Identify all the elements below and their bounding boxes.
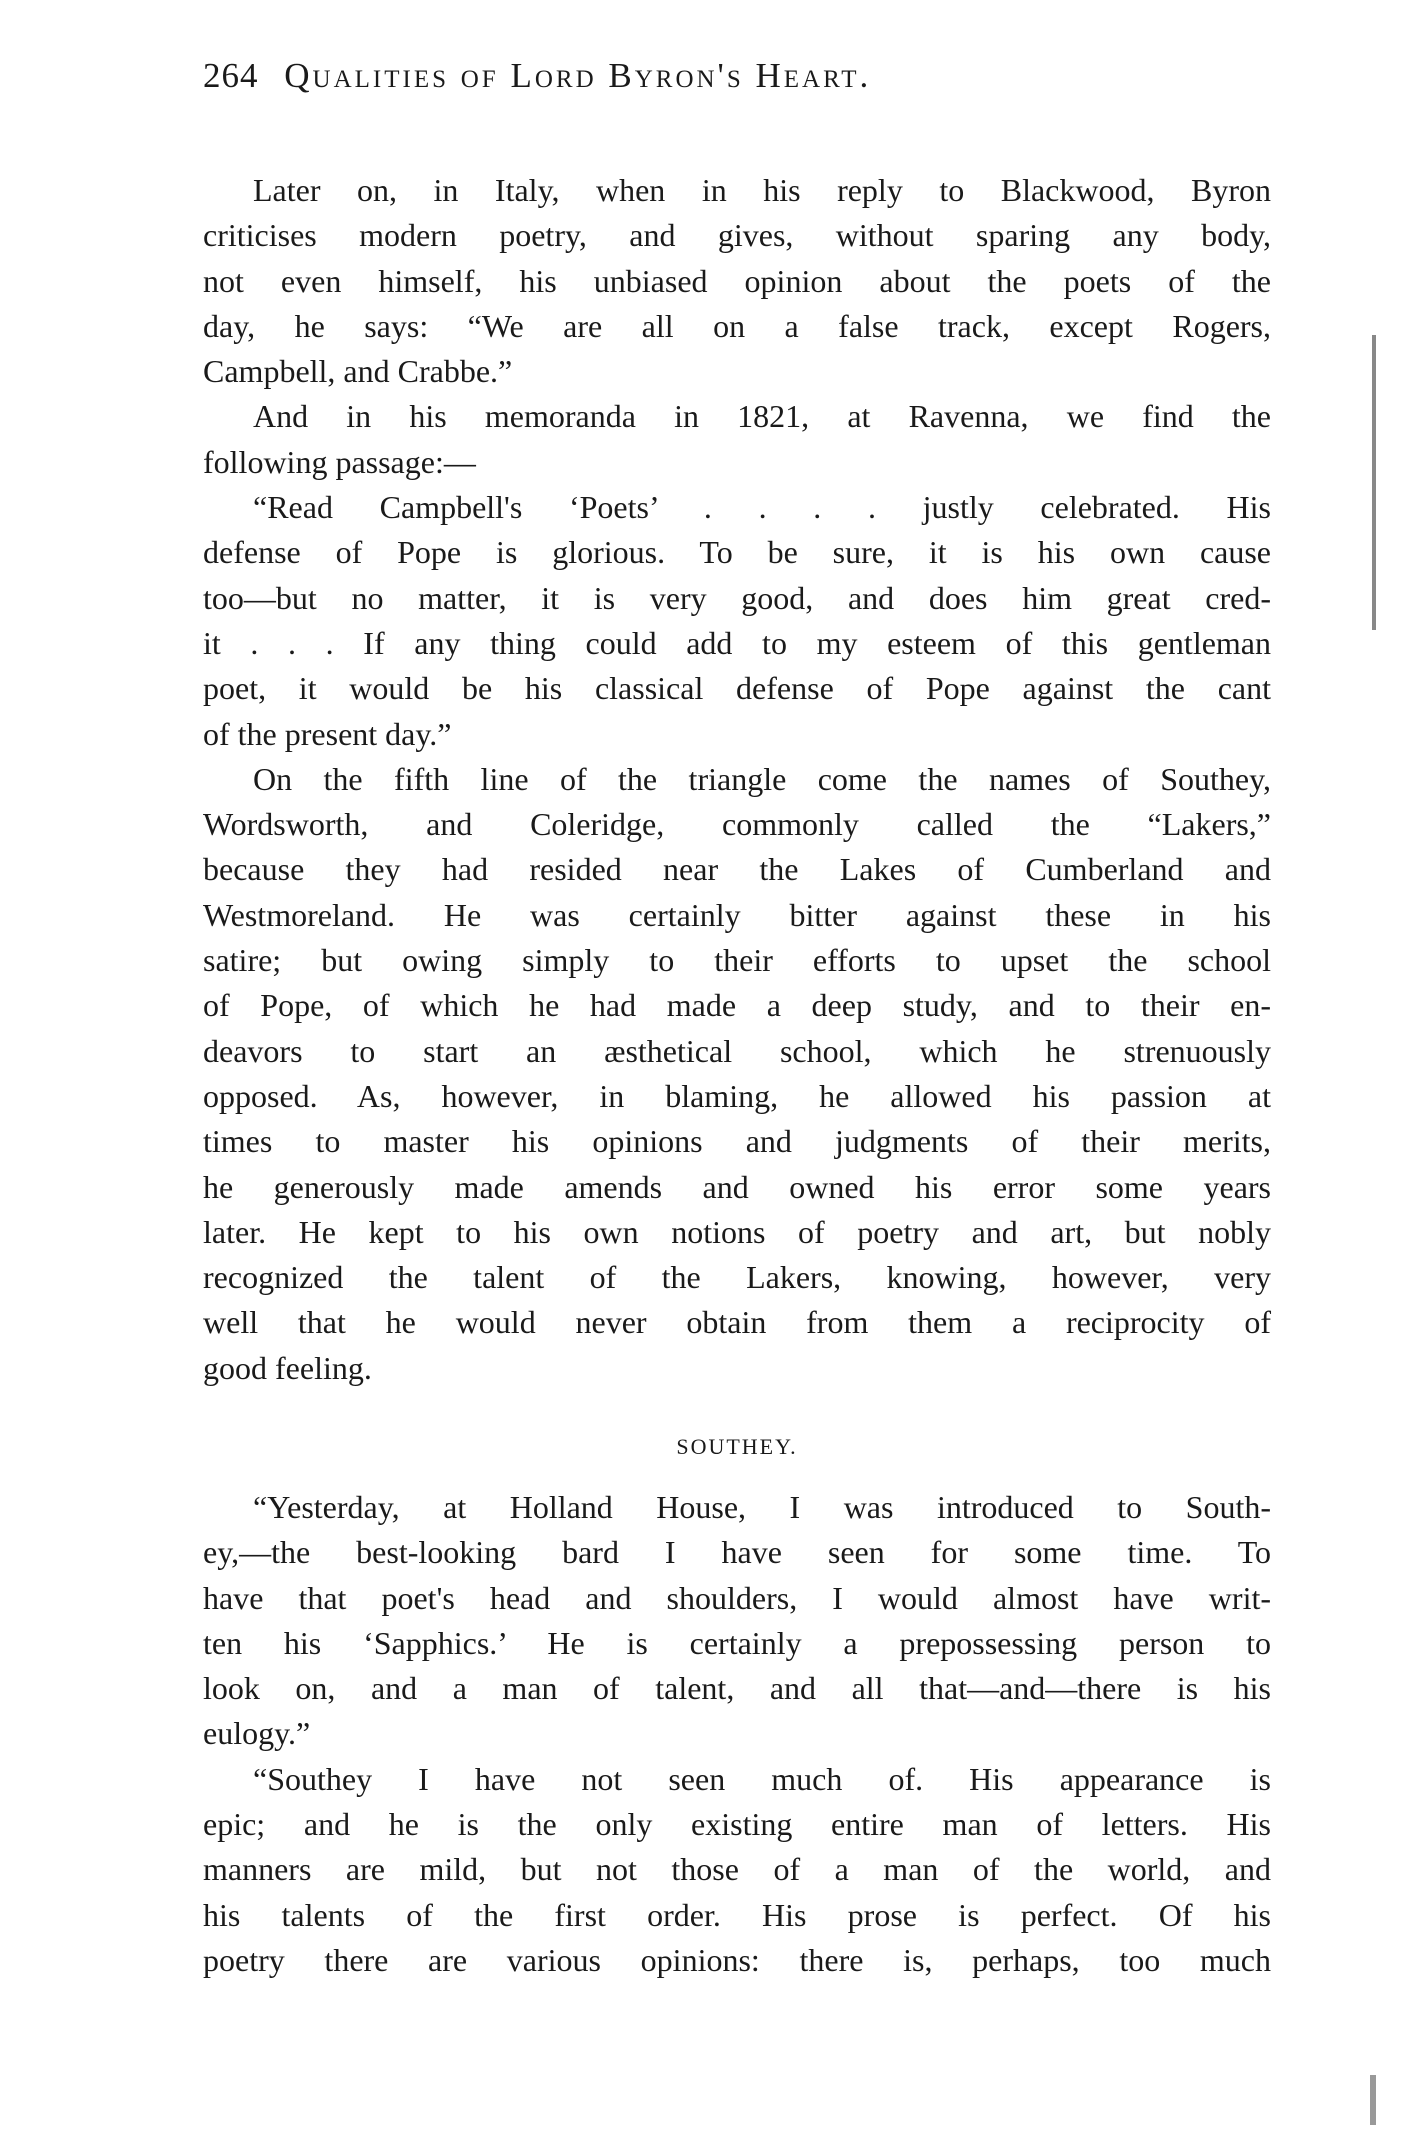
text-line: his talents of the first order. His prose is perfect. Of his bbox=[203, 1896, 1271, 1933]
text-line: satire; but owing simply to their efforts to upset the school bbox=[203, 942, 1271, 979]
text-line: On the fifth line of the triangle come the names of Southey, bbox=[253, 760, 1271, 797]
text-line: opposed. As, however, in blaming, he allowed his passion at bbox=[203, 1077, 1271, 1114]
text-line: poetry there are various opinions: there is, perhaps, too much bbox=[203, 1941, 1271, 1978]
text-line: manners are mild, but not those of a man of the world, and bbox=[203, 1851, 1271, 1888]
text-line: eulogy.” bbox=[203, 1715, 311, 1752]
text-line: Campbell, and Crabbe.” bbox=[203, 353, 513, 390]
text-line: of the present day.” bbox=[203, 715, 452, 752]
text-line: it . . . If any thing could add to my esteem of this gentleman bbox=[203, 624, 1271, 661]
page-number: 264 bbox=[203, 56, 259, 95]
text-line: not even himself, his unbiased opinion about the poets of the bbox=[203, 262, 1271, 299]
paragraph bbox=[203, 1485, 1271, 1757]
text-line: poet, it would be his classical defense of Pope against the cant bbox=[203, 670, 1271, 707]
text-line: too—but no matter, it is very good, and does him great cred- bbox=[203, 579, 1271, 616]
text-line: times to master his opinions and judgments of their merits, bbox=[203, 1123, 1271, 1160]
text-line: later. He kept to his own notions of poetry and art, but nobly bbox=[203, 1213, 1271, 1250]
body-text-block-1 bbox=[203, 168, 1271, 1391]
text-line: defense of Pope is glorious. To be sure, it is his own cause bbox=[203, 534, 1271, 571]
text-line: “Read Campbell's ‘Poets’ . . . . justly celebrated. His bbox=[253, 489, 1271, 526]
text-line: Westmoreland. He was certainly bitter against these in his bbox=[203, 896, 1271, 933]
text-line: well that he would never obtain from them a reciprocity of bbox=[203, 1304, 1271, 1341]
paragraph bbox=[203, 1757, 1271, 1983]
paragraph bbox=[203, 485, 1271, 757]
text-line: criticises modern poetry, and gives, without sparing any body, bbox=[203, 217, 1271, 254]
running-header bbox=[203, 56, 1271, 96]
body-text-block-2 bbox=[203, 1485, 1271, 1983]
text-line: deavors to start an æsthetical school, which he strenuously bbox=[203, 1032, 1271, 1069]
paragraph bbox=[203, 168, 1271, 394]
text-line: of Pope, of which he had made a deep study, and to their en- bbox=[203, 987, 1271, 1024]
paragraph bbox=[203, 757, 1271, 1391]
text-line: And in his memoranda in 1821, at Ravenna, we find the bbox=[253, 398, 1271, 435]
section-heading: SOUTHEY. bbox=[676, 1434, 798, 1459]
text-line: have that poet's head and shoulders, I would almost have writ- bbox=[203, 1579, 1271, 1616]
scan-margin-mark bbox=[1372, 335, 1376, 630]
text-line: recognized the talent of the Lakers, knowing, however, very bbox=[203, 1259, 1271, 1296]
text-line: ey,—the best-looking bard I have seen for some time. To bbox=[203, 1534, 1271, 1571]
text-line: following passage:— bbox=[203, 443, 476, 480]
text-line: good feeling. bbox=[203, 1349, 372, 1386]
text-line: Wordsworth, and Coleridge, commonly called the “Lakers,” bbox=[203, 806, 1271, 843]
text-line: epic; and he is the only existing entire man of letters. His bbox=[203, 1806, 1271, 1843]
text-line: look on, and a man of talent, and all that—and—there is his bbox=[203, 1670, 1271, 1707]
scan-margin-mark bbox=[1370, 2075, 1376, 2125]
text-line: he generously made amends and owned his error some years bbox=[203, 1168, 1271, 1205]
text-line: day, he says: “We are all on a false track, except Rogers, bbox=[203, 307, 1271, 344]
paragraph bbox=[203, 394, 1271, 485]
running-title: Qualities of Lord Byron's Heart. bbox=[284, 56, 872, 95]
text-line: ten his ‘Sapphics.’ He is certainly a prepossessing person to bbox=[203, 1624, 1271, 1661]
text-line: Later on, in Italy, when in his reply to Blackwood, Byron bbox=[253, 172, 1271, 208]
text-line: “Southey I have not seen much of. His appearance is bbox=[253, 1760, 1271, 1797]
text-line: “Yesterday, at Holland House, I was introduced to South- bbox=[253, 1489, 1271, 1525]
text-line: because they had resided near the Lakes of Cumberland and bbox=[203, 851, 1271, 888]
